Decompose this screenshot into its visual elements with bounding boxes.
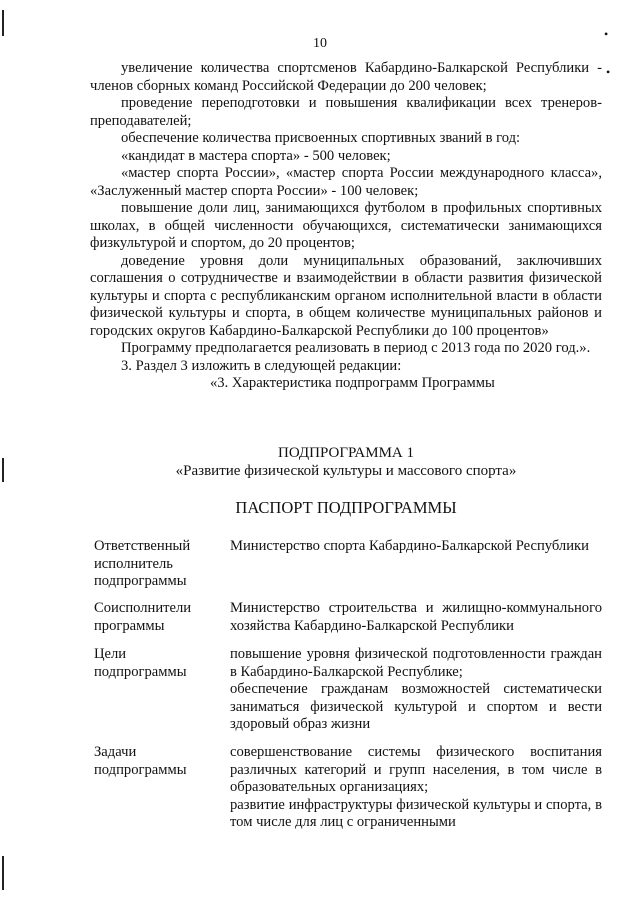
scan-speck: • — [604, 27, 609, 41]
passport-value-line: Министерство спорта Кабардино-Балкарской Республики — [230, 538, 589, 554]
subprogram-name: «Развитие физической культуры и массового спорта» — [175, 463, 517, 479]
body-paragraph: доведение уровня доли муниципальных образований, заключивших соглашения о сотрудничестве и взаимодействии в области развития физической культуры и спорта с республиканским органом исполнительной власти в области физической культуры и спорта, в общем количестве муниципальных районов и городских округов Кабардино-Балкарской Республики до 100 процентов» — [90, 252, 602, 339]
section-caption: «3. Характеристика подпрограмм Программы — [210, 375, 495, 391]
passport-row-value — [230, 538, 602, 556]
body-text — [90, 60, 602, 393]
body-paragraph: «мастер спорта России», «мастер спорта России международного класса», «Заслуженный мастер спорта России» - 100 человек; — [90, 165, 602, 199]
passport-row-label: Задачи подпрограммы — [94, 744, 187, 778]
body-paragraph: проведение переподготовки и повышения квалификации всех тренеров-преподавателей; — [90, 95, 602, 129]
scan-speck: • — [606, 65, 611, 79]
passport-row-label: Цели подпрограммы — [94, 646, 187, 680]
scan-edge-mark-top — [2, 10, 4, 36]
body-paragraph: обеспечение количества присвоенных спортивных званий в год: — [121, 130, 521, 146]
passport-value-line: обеспечение гражданам возможностей систематически заниматься физической культурой и спортом и вести здоровый образ жизни — [230, 681, 602, 732]
scan-edge-mark-bottom — [2, 856, 4, 890]
body-paragraph: увеличение количества спортсменов Кабардино-Балкарской Республики - членов сборных команд Российской Федерации до 200 человек; — [90, 60, 602, 94]
passport-value-line: Министерство строительства и жилищно-коммунального хозяйства Кабардино-Балкарской Республики — [230, 600, 602, 634]
subprogram-heading — [90, 444, 602, 480]
body-paragraph: «кандидат в мастера спорта» - 500 человек; — [121, 147, 391, 164]
passport-row-label: Ответственный исполнитель подпрограммы — [94, 538, 191, 589]
passport-row-value — [230, 600, 602, 635]
body-paragraph: повышение доли лиц, занимающихся футболом в профильных спортивных школах, в общей численности обучающихся, систематически занимающихся физкультурой и спортом, до 20 процентов; — [90, 200, 602, 251]
subprogram-title: ПОДПРОГРАММА 1 — [277, 445, 415, 461]
body-paragraph: 3. Раздел 3 изложить в следующей редакции: — [121, 357, 402, 374]
passport-row-label: Соисполнители программы — [94, 600, 192, 634]
passport-value-line: развитие инфраструктуры физической культуры и спорта, в том числе для лиц с ограниченными — [230, 796, 602, 830]
passport-row-value — [230, 744, 602, 832]
page-number: 10 — [313, 36, 327, 51]
body-paragraph: Программу предполагается реализовать в период с 2013 года по 2020 год.». — [121, 340, 591, 356]
passport-title: ПАСПОРТ ПОДПРОГРАММЫ — [235, 498, 457, 517]
passport-row-value — [230, 646, 602, 734]
passport-value-line: повышение уровня физической подготовленности граждан в Кабардино-Балкарской Республике; — [230, 646, 602, 680]
scan-edge-mark-middle — [2, 458, 4, 482]
passport-value-line: совершенствование системы физического воспитания различных категорий и групп населения, в том числе в образовательных организациях; — [230, 744, 602, 795]
